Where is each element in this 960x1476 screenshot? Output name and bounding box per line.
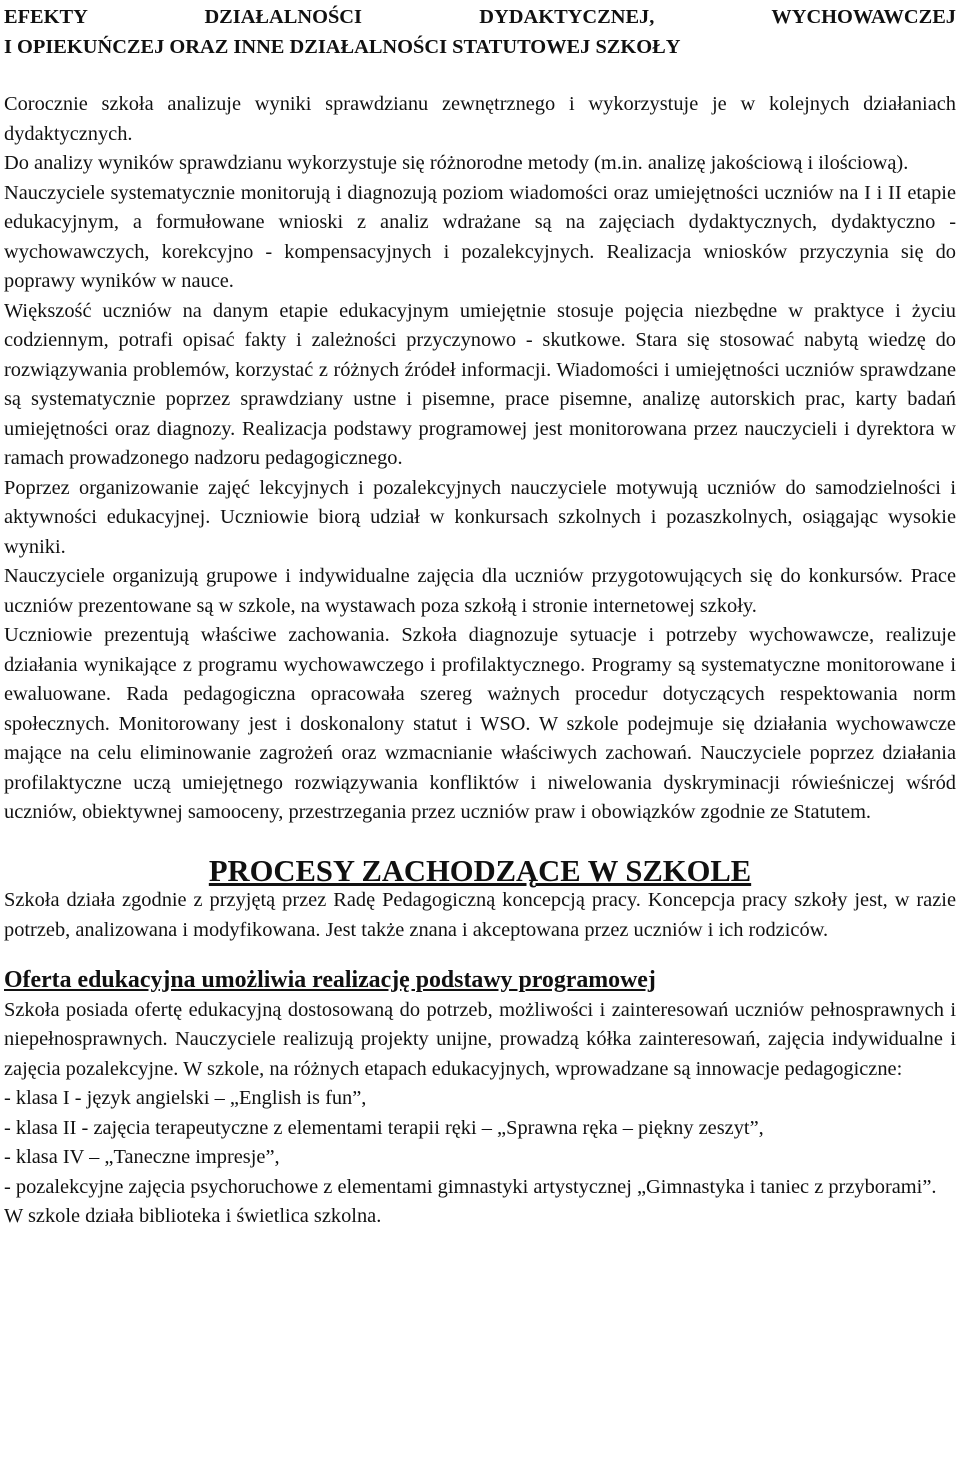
document-page	[4, 0, 956, 1232]
list-item: - pozalekcyjne zajęcia psychoruchowe z elementami gimnastyki artystycznej „Gimnastyka i taniec z przyborami”.	[4, 1175, 937, 1198]
paragraph-monitoring: Nauczyciele systematycznie monitorują i diagnozują poziom wiadomości oraz umiejętności uczniów na I i II etapie edukacyjnym, a formułowane wnioski z analiz wdrażane są na zajęciach dydaktycznych, dydaktyczno - wychowawczych, korekcyjno - kompensacyjnych i pozalekcyjnych. Realizacja wniosków przyczynia się do poprawy wyników w nauce.	[4, 181, 956, 292]
section-heading: PROCESY ZACHODZĄCE W SZKOLE	[208, 853, 752, 888]
paragraph-motivation: Poprzez organizowanie zajęć lekcyjnych i pozalekcyjnych nauczyciele motywują uczniów do samodzielności i aktywności edukacyjnej. Uczniowie biorą udział w konkursach szkolnych i pozaszkolnych, osiągając wysokie wyniki.	[4, 476, 956, 558]
paragraph-methods: Do analizy wyników sprawdzianu wykorzystuje się różnorodne metody (m.in. analizę jakościową i ilościową).	[4, 152, 909, 174]
title-line-1: EFEKTY DZIAŁALNOŚCI DYDAKTYCZNEJ, WYCHOWAWCZEJ	[4, 6, 956, 28]
section-paragraph: Szkoła działa zgodnie z przyjętą przez Radę Pedagogiczną koncepcją pracy. Koncepcja pracy szkoły jest, w razie potrzeb, analizowana i modyfikowana. Jest także znana i akceptowana przez uczniów i ich rodziców.	[4, 889, 956, 941]
title-line-2: I OPIEKUŃCZEJ ORAZ INNE DZIAŁALNOŚCI STATUTOWEJ SZKOŁY	[4, 36, 681, 58]
paragraph-student-skills: Większość uczniów na danym etapie edukacyjnym umiejętnie stosuje pojęcia niezbędne w praktyce i życiu codziennym, potrafi opisać fakty i zależności przyczynowo - skutkowe. Stara się stosować nabytą wiedzę do rozwiązywania problemów, korzystać z różnych źródeł informacji. Wiadomości i umiejętności uczniów sprawdzane są systematycznie poprzez sprawdziany ustne i pisemne, prace pisemne, analizę autorskich prac, karty badań umiejętności oraz diagnozy. Realizacja podstawy programowej jest monitorowana przez nauczycieli i dyrektora w ramach prowadzonego nadzoru pedagogicznego.	[4, 299, 956, 469]
paragraph-analysis: Corocznie szkoła analizuje wyniki sprawdzianu zewnętrznego i wykorzystuje je w kolejnych działaniach dydaktycznych.	[4, 93, 956, 145]
spacer	[4, 945, 956, 966]
list-item: - klasa IV – „Taneczne impresje”,	[4, 1146, 280, 1168]
list-item: - klasa I - język angielski – „English is fun”,	[4, 1087, 367, 1109]
offer-paragraph: Szkoła posiada ofertę edukacyjną dostosowaną do potrzeb, możliwości i zainteresowań uczniów pełnosprawnych i niepełnosprawnych. Nauczyciele realizują projekty unijne, prowadzą kółka zainteresowań, zajęcia indywidualne i zajęcia pozalekcyjne. W szkole, na różnych etapach edukacyjnych, wprowadzane są innowacje pedagogiczne:	[4, 998, 956, 1080]
closing-line: W szkole działa biblioteka i świetlica szkolna.	[4, 1205, 382, 1227]
document-title	[4, 2, 956, 62]
paragraph-competitions: Nauczyciele organizują grupowe i indywidualne zajęcia dla uczniów przygotowujących się do konkursów. Prace uczniów prezentowane są w szkole, na wystawach poza szkołą i stronie internetowej szkoły.	[4, 565, 956, 617]
subheading: Oferta edukacyjna umożliwia realizację podstawy programowej	[4, 967, 656, 993]
list-item: - klasa II - zajęcia terapeutyczne z elementami terapii ręki – „Sprawna ręka – piękny zeszyt”,	[4, 1116, 764, 1139]
paragraph-behaviour: Uczniowie prezentują właściwe zachowania. Szkoła diagnozuje sytuacje i potrzeby wychowawcze, realizuje działania wynikające z programu wychowawczego i profilaktycznego. Programy są systematyczne monitorowane i ewaluowane. Rada pedagogiczna opracowała szereg ważnych procedur dotyczących respektowania norm społecznych. Monitorowany jest i doskonalony statut i WSO. W szkole podejmuje się działania wychowawcze mające na celu eliminowanie zagrożeń oraz wzmacnianie właściwych zachowań. Nauczyciele poprzez działania profilaktyczne uczą umiejętnego rozwiązywania konfliktów i niwelowania dyskryminacji rówieśniczej wśród uczniów, obiektywnej samooceny, przestrzegania przez uczniów praw i obowiązków zgodnie ze Statutem.	[4, 624, 956, 823]
spacer	[4, 62, 956, 90]
spacer	[4, 828, 956, 857]
